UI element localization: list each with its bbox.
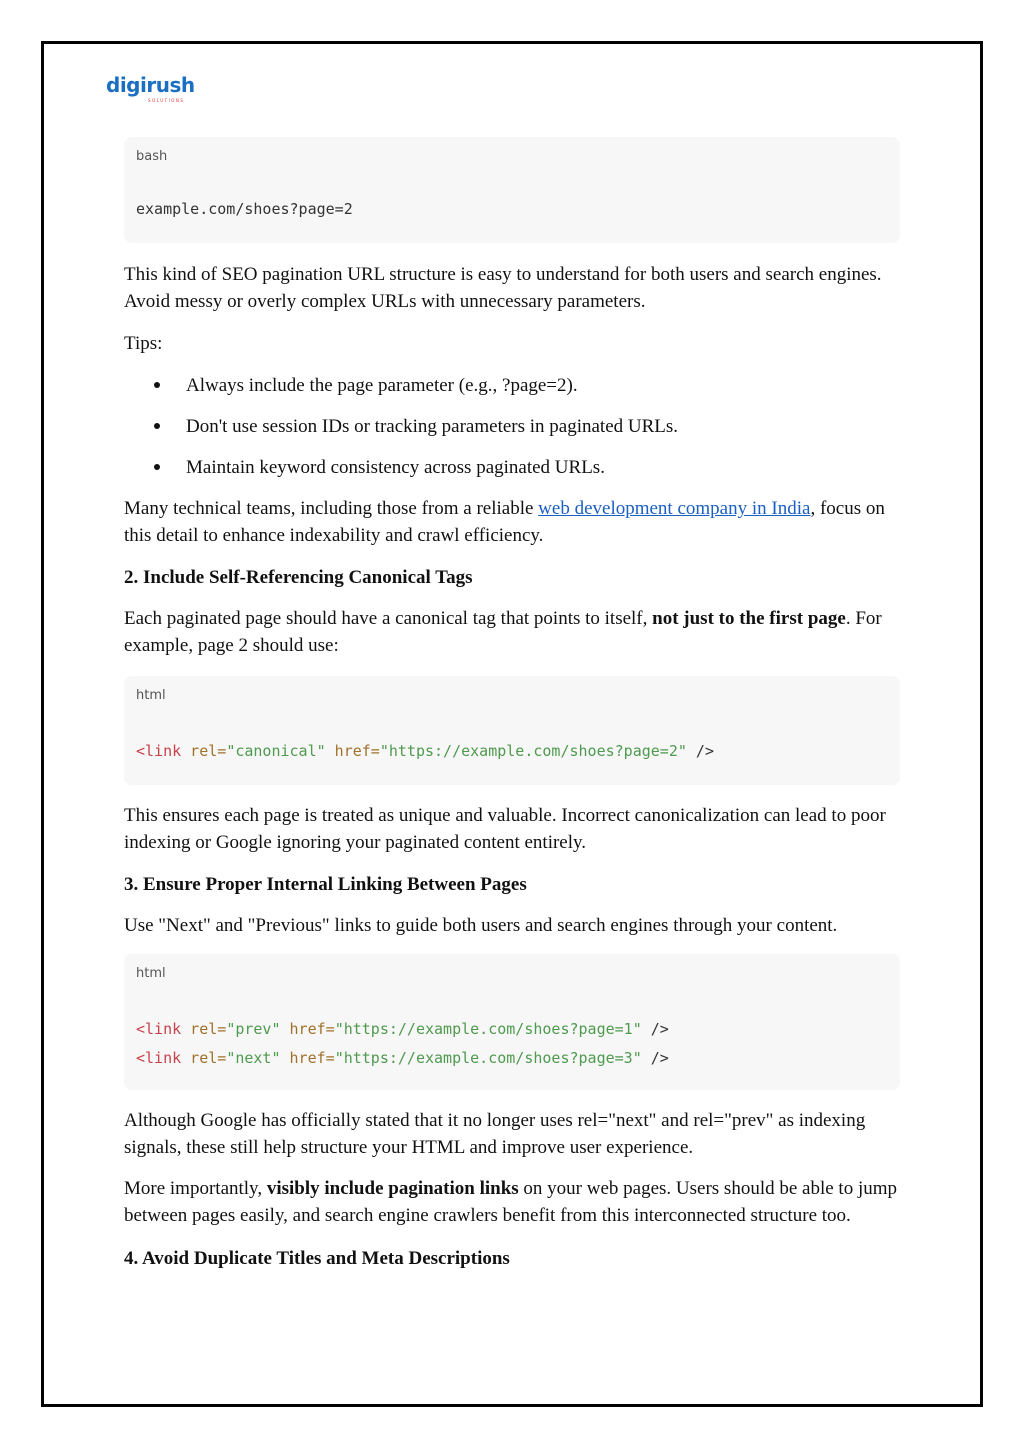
- code-block-canonical: [124, 676, 900, 785]
- code-attr: rel=: [181, 742, 227, 760]
- code-line: [136, 1049, 669, 1068]
- text: . For example, page 2 should use:: [124, 608, 882, 656]
- text: , focus on this detail to enhance indexability and crawl efficiency.: [124, 498, 885, 546]
- paragraph: [124, 605, 914, 659]
- tip-text: Always include the page parameter (e.g., ?page=2).: [186, 375, 578, 396]
- code-line: [136, 1020, 669, 1039]
- code-lang-label: bash: [136, 149, 168, 164]
- document-body: [124, 137, 914, 1272]
- code-string: "prev": [226, 1020, 281, 1038]
- logo: [106, 74, 226, 106]
- code-string: "next": [226, 1049, 281, 1067]
- code-string: "https://example.com/shoes?page=3": [334, 1049, 642, 1067]
- paragraph: Although Google has officially stated that it no longer uses rel="next" and rel="prev" as indexing signals, these still help structure your HTML and improve user experience.: [124, 1110, 866, 1158]
- code-end: />: [641, 1020, 669, 1038]
- logo-subtext: SOLUTIONS: [148, 98, 185, 103]
- text: Each paginated page should have a canonical tag that points to itself,: [124, 608, 653, 629]
- paragraph: [124, 495, 914, 549]
- tips-label: Tips:: [124, 333, 163, 354]
- paragraph: Use "Next" and "Previous" links to guide both users and search engines through your content.: [124, 915, 838, 936]
- code-tag: <link: [136, 1049, 182, 1067]
- bold-text: not just to the first page: [652, 608, 846, 629]
- code-lang-label: html: [136, 966, 166, 981]
- code-attr: href=: [325, 742, 380, 760]
- code-attr: rel=: [181, 1049, 227, 1067]
- code-block-prev-next: [124, 954, 900, 1090]
- code-string: "https://example.com/shoes?page=1": [334, 1020, 642, 1038]
- code-attr: rel=: [181, 1020, 227, 1038]
- bullet-icon: [154, 382, 160, 388]
- tip-item: [124, 454, 914, 481]
- section-heading: 3. Ensure Proper Internal Linking Between Pages: [124, 874, 527, 895]
- paragraph: This kind of SEO pagination URL structure is easy to understand for both users and search engines. Avoid messy or overly complex URLs with unnecessary parameters.: [124, 264, 882, 312]
- paragraph: This ensures each page is treated as unique and valuable. Incorrect canonicalization can lead to poor indexing or Google ignoring your paginated content entirely.: [124, 805, 886, 853]
- bullet-icon: [154, 423, 160, 429]
- code-line: example.com/shoes?page=2: [136, 200, 353, 218]
- code-block-bash: [124, 137, 900, 243]
- code-line: [136, 742, 714, 761]
- code-string: "canonical": [226, 742, 326, 760]
- tip-text: Don't use session IDs or tracking parameters in paginated URLs.: [186, 416, 679, 437]
- text: on your web pages. Users should be able to jump between pages easily, and search engine crawlers benefit from this interconnected structure too.: [124, 1178, 898, 1226]
- tip-item: [124, 413, 914, 440]
- bullet-icon: [154, 464, 160, 470]
- code-lang-label: html: [136, 688, 166, 703]
- tip-item: [124, 372, 914, 399]
- web-development-link[interactable]: web development company in India: [538, 498, 811, 519]
- code-attr: href=: [280, 1020, 335, 1038]
- section-heading: 4. Avoid Duplicate Titles and Meta Descriptions: [124, 1248, 510, 1269]
- code-end: />: [686, 742, 714, 760]
- logo-text: digirush: [106, 73, 195, 97]
- code-string: "https://example.com/shoes?page=2": [379, 742, 687, 760]
- section-heading: 2. Include Self-Referencing Canonical Tags: [124, 567, 473, 588]
- text: More importantly,: [124, 1178, 267, 1199]
- paragraph: [124, 1175, 914, 1229]
- bold-text: visibly include pagination links: [266, 1178, 519, 1199]
- text: Many technical teams, including those from a reliable: [124, 498, 539, 519]
- code-tag: <link: [136, 1020, 182, 1038]
- tip-text: Maintain keyword consistency across paginated URLs.: [186, 457, 605, 478]
- code-attr: href=: [280, 1049, 335, 1067]
- code-end: />: [641, 1049, 669, 1067]
- code-tag: <link: [136, 742, 182, 760]
